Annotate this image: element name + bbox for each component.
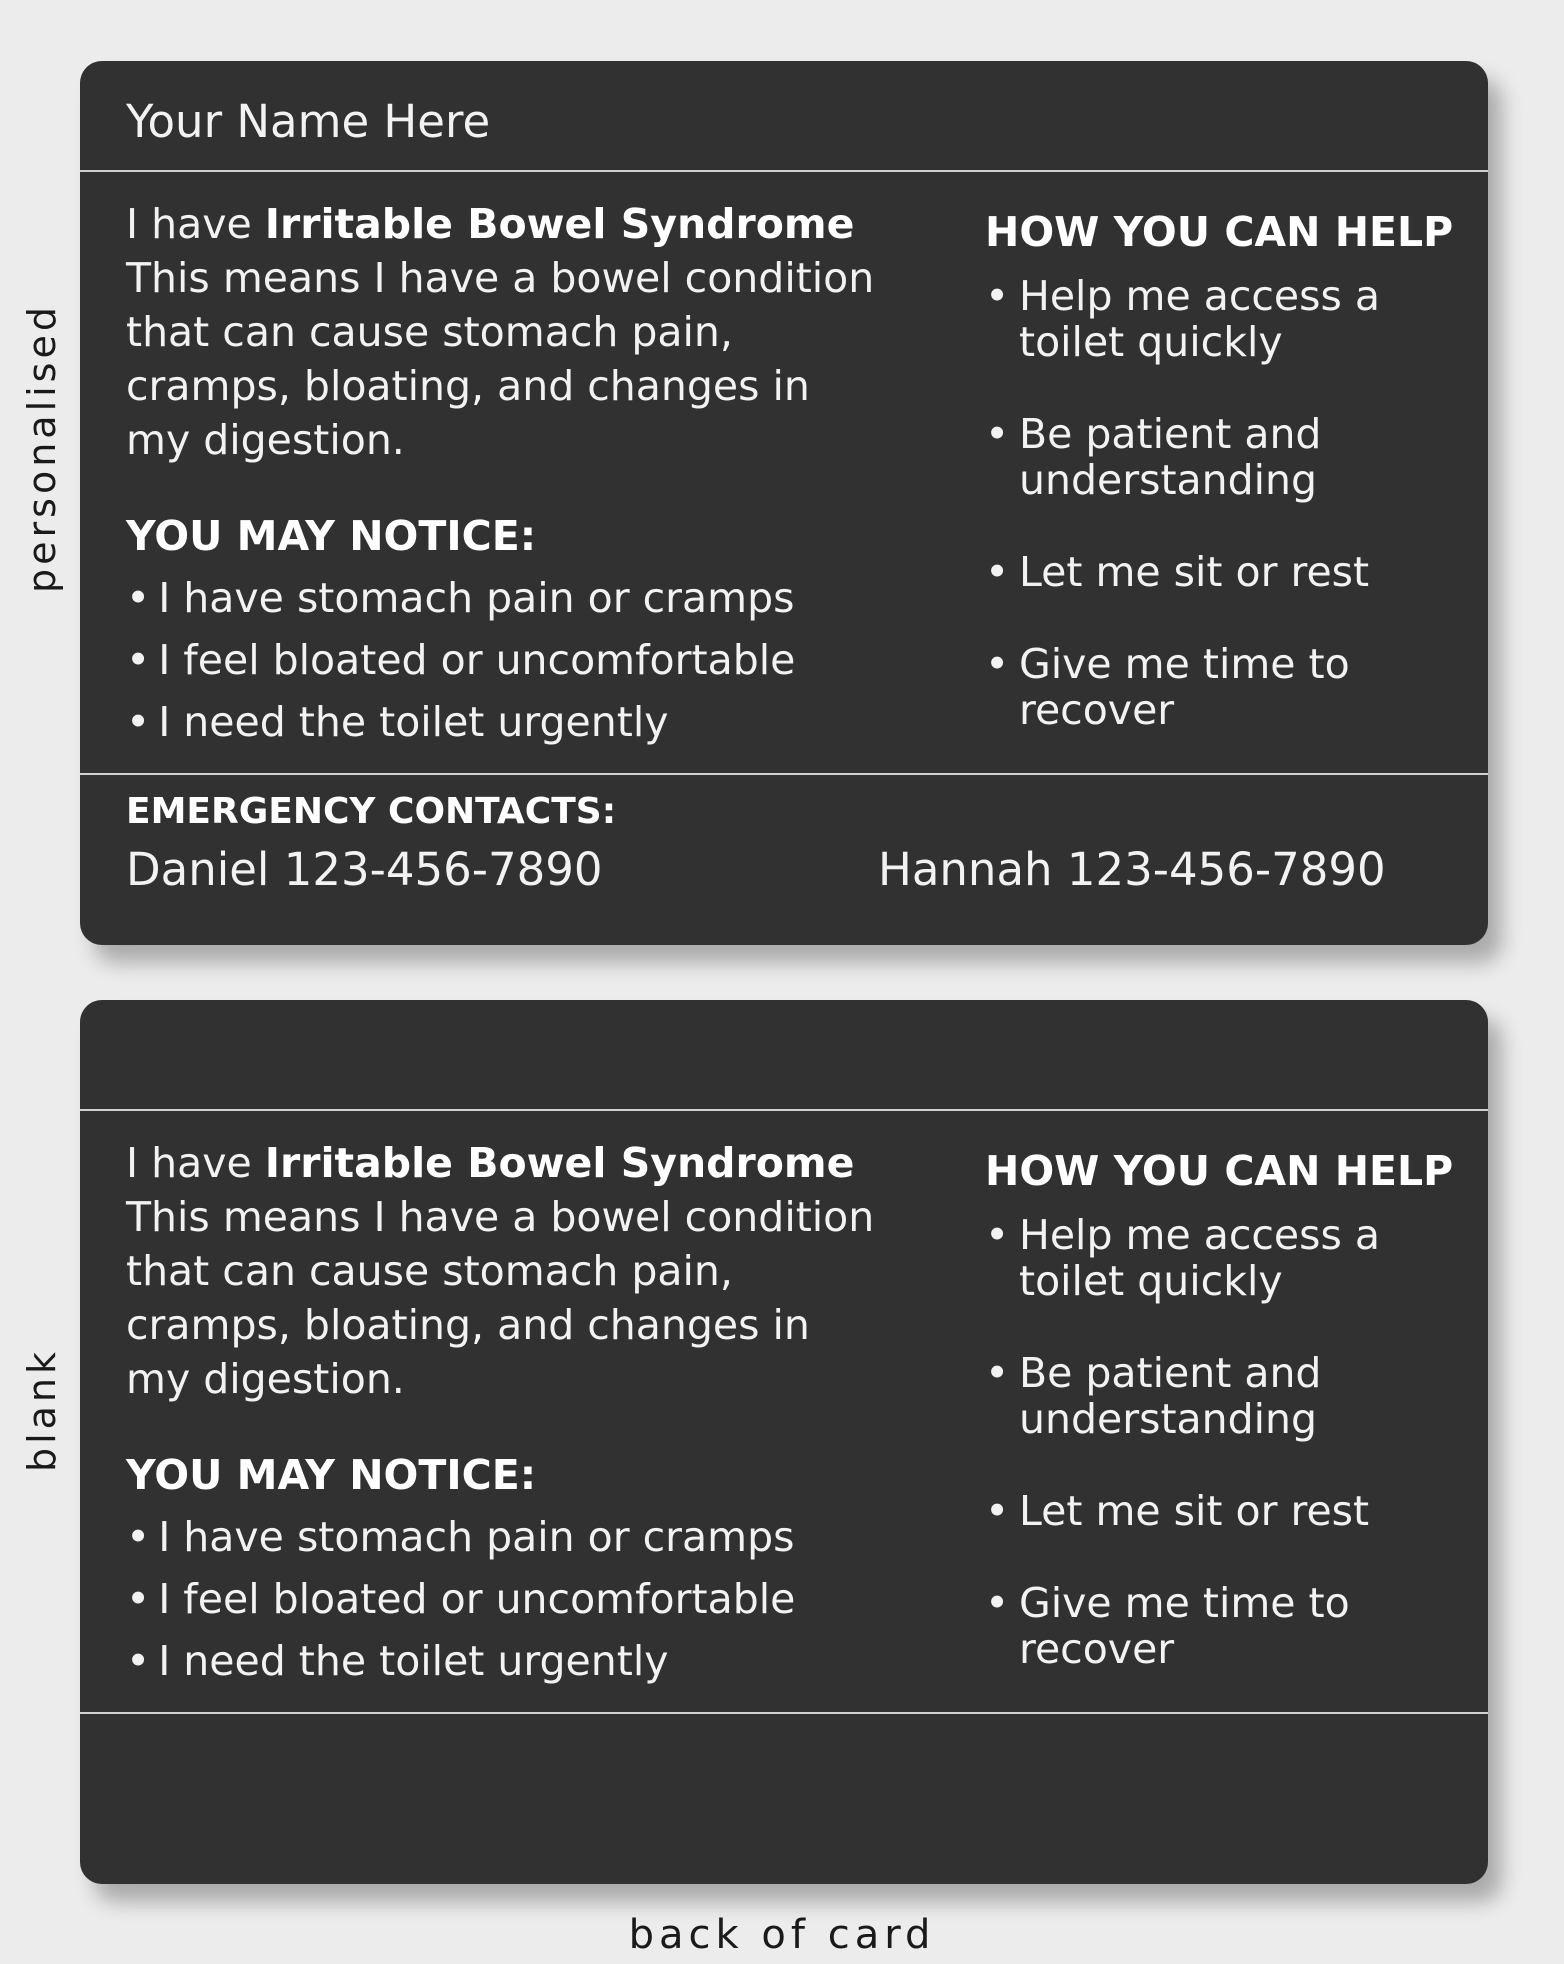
personalised-card — [80, 61, 1488, 945]
help-heading: HOW YOU CAN HELP — [985, 208, 1454, 256]
help-section — [985, 205, 1465, 779]
help-item: • Help me access a toilet quickly — [985, 1212, 1419, 1304]
notice-item: • I have stomach pain or cramps — [126, 1506, 886, 1568]
help-item: • Be patient and understanding — [985, 411, 1379, 503]
personalised-label: personalised — [20, 303, 64, 593]
blank-label: blank — [20, 1347, 64, 1473]
condition-intro — [126, 1136, 886, 1406]
help-list — [985, 273, 1465, 733]
back-of-card-label: back of card — [628, 1912, 936, 1958]
condition-section — [126, 197, 886, 753]
help-item: • Be patient and understanding — [985, 1350, 1379, 1442]
emergency-contacts-heading: EMERGENCY CONTACTS: — [126, 791, 617, 832]
intro-prefix: I have — [126, 1139, 265, 1187]
help-item: • Give me time to recover — [985, 1580, 1399, 1672]
notice-heading: YOU MAY NOTICE: — [126, 512, 537, 560]
condition-name: Irritable Bowel Syndrome — [264, 200, 855, 248]
help-list — [985, 1212, 1465, 1672]
notice-item: • I have stomach pain or cramps — [126, 567, 886, 629]
emergency-contact-2: Hannah 123-456-7890 — [878, 843, 1386, 896]
emergency-contacts-section — [80, 1712, 1488, 1884]
condition-description: This means I have a bowel condition that can cause stomach pain, cramps, bloating, and changes in my digestion. — [126, 254, 875, 464]
notice-item: • I feel bloated or uncomfortable — [126, 629, 886, 691]
condition-section — [126, 1136, 886, 1692]
help-item: • Let me sit or rest — [985, 549, 1465, 595]
card-owner-name: Your Name Here — [126, 95, 491, 148]
help-item: • Give me time to recover — [985, 641, 1399, 733]
card-header — [80, 61, 1488, 172]
notice-list — [126, 567, 886, 753]
help-heading: HOW YOU CAN HELP — [985, 1147, 1454, 1195]
condition-intro — [126, 197, 886, 467]
emergency-contact-1: Daniel 123-456-7890 — [126, 843, 603, 896]
emergency-contacts-section — [80, 773, 1488, 945]
help-item: • Let me sit or rest — [985, 1488, 1465, 1534]
help-section — [985, 1144, 1465, 1718]
blank-card — [80, 1000, 1488, 1884]
notice-item: • I need the toilet urgently — [126, 691, 886, 753]
notice-item: • I feel bloated or uncomfortable — [126, 1568, 886, 1630]
card-header — [80, 1000, 1488, 1111]
notice-list — [126, 1506, 886, 1692]
notice-heading: YOU MAY NOTICE: — [126, 1451, 537, 1499]
notice-item: • I need the toilet urgently — [126, 1630, 886, 1692]
condition-name: Irritable Bowel Syndrome — [264, 1139, 855, 1187]
condition-description: This means I have a bowel condition that can cause stomach pain, cramps, bloating, and changes in my digestion. — [126, 1193, 875, 1403]
intro-prefix: I have — [126, 200, 265, 248]
help-item: • Help me access a toilet quickly — [985, 273, 1419, 365]
